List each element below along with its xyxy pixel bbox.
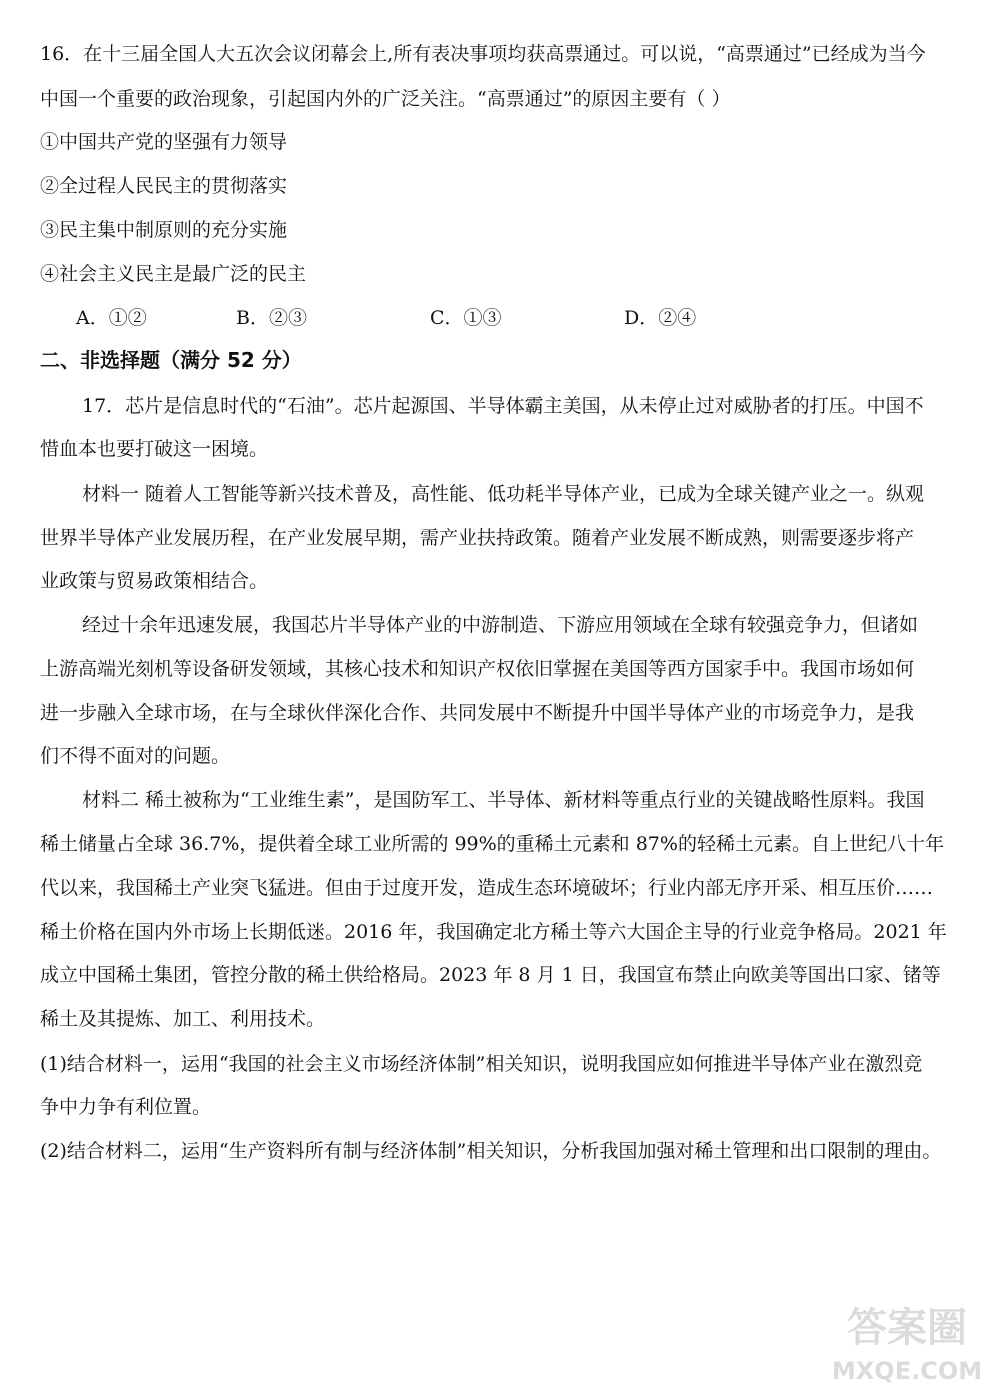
material2-line6: 稀土及其提炼、加工、利用技术。 [40,1008,326,1030]
watermark-logo-text: 答案圈 [847,1305,967,1351]
q17-intro-line1: 17．芯片是信息时代的“石油”。芯片起源国、半导体霸主美国，从未停止过对威胁者的打压。中国不 [82,395,924,417]
q16-option-c: C．①③ [430,307,502,329]
material2-line3: 代以来，我国稀土产业突飞猛进。但由于过度开发，造成生态环境破坏；行业内部无序开采、相互压价…… [40,877,934,899]
material2-line1: 材料二 稀土被称为“工业维生素”，是国防军工、半导体、新材料等重点行业的关键战略性原料。我国 [82,789,925,811]
q16-stem-line1: 16．在十三届全国人大五次会议闭幕会上,所有表决事项均获高票通过。可以说，“高票通过”已经成为当今 [40,43,926,65]
q16-option-d: D．②④ [624,307,697,329]
material2-line4: 稀土价格在国内外市场上长期低迷。2016 年，我国确定北方稀土等六大国企主导的行业竞争格局。2021 年 [40,921,947,943]
q17-intro-line2: 惜血本也要打破这一困境。 [40,438,269,460]
material1-p2-line2: 上游高端光刻机等设备研发领域，其核心技术和知识产权依旧掌握在美国等西方国家手中。我国市场如何 [40,658,915,680]
material1-p2-line3: 进一步融入全球市场，在与全球伙伴深化合作、共同发展中不断提升中国半导体产业的市场竞争力，是我 [40,702,915,724]
q16-item-2: ②全过程人民民主的贯彻落实 [40,175,288,197]
q16-option-a: A．①② [76,307,147,329]
q17-sub1-line1: (1)结合材料一，运用“我国的社会主义市场经济体制”相关知识，说明我国应如何推进半导体产业在激烈竞 [40,1053,923,1075]
q16-stem-line2: 中国一个重要的政治现象，引起国内外的广泛关注。“高票通过”的原因主要有（ ） [40,88,731,110]
section-heading: 二、非选择题（满分 52 分） [40,348,302,372]
material2-line2: 稀土储量占全球 36.7%，提供着全球工业所需的 99%的重稀土元素和 87%的轻稀土元素。自上世纪八十年 [40,833,944,855]
q17-sub2-line1: (2)结合材料二，运用“生产资料所有制与经济体制”相关知识，分析我国加强对稀土管理和出口限制的理由。 [40,1140,942,1162]
q16-item-3: ③民主集中制原则的充分实施 [40,219,288,241]
material1-p1-line1: 材料一 随着人工智能等新兴技术普及，高性能、低功耗半导体产业，已成为全球关键产业之一。纵观 [82,483,925,505]
q17-sub1-line2: 争中力争有利位置。 [40,1096,212,1118]
material2-line5: 成立中国稀土集团，管控分散的稀土供给格局。2023 年 8 月 1 日，我国宣布禁止向欧美等国出口家、锗等 [40,964,941,986]
watermark-site-text: MXQE.COM [832,1357,982,1385]
material1-p1-line3: 业政策与贸易政策相结合。 [40,570,269,592]
watermark-logo [832,1289,982,1389]
q16-item-1: ①中国共产党的坚强有力领导 [40,131,288,153]
q16-option-b: B．②③ [236,307,307,329]
material1-p2-line4: 们不得不面对的问题。 [40,745,231,767]
material1-p1-line2: 世界半导体产业发展历程，在产业发展早期，需产业扶持政策。随着产业发展不断成熟，则需要逐步将产 [40,527,915,549]
q16-item-4: ④社会主义民主是最广泛的民主 [40,263,307,285]
material1-p2-line1: 经过十余年迅速发展，我国芯片半导体产业的中游制造、下游应用领域在全球有较强竞争力，但诸如 [82,614,919,636]
